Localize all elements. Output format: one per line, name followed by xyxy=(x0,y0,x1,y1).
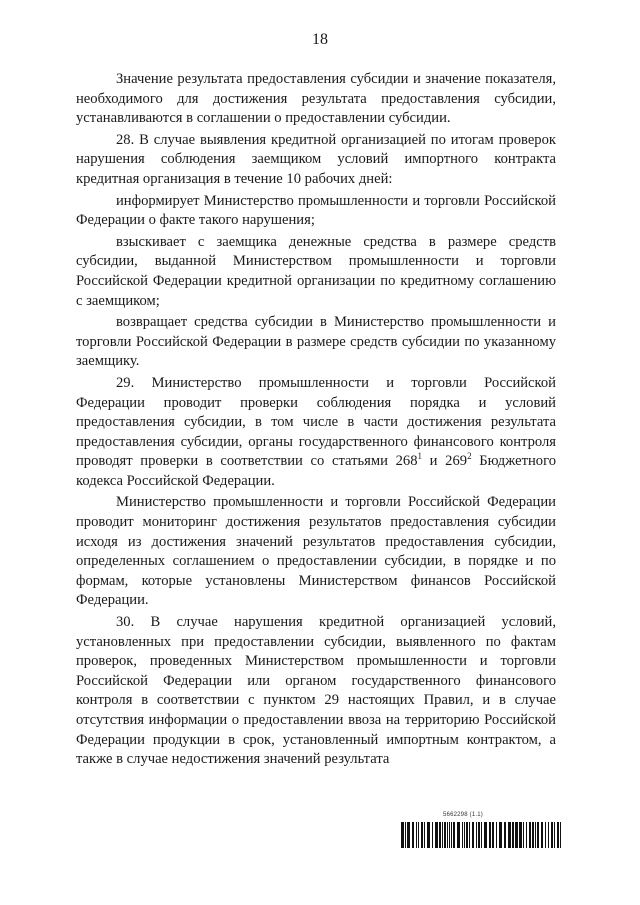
barcode-bar xyxy=(405,822,406,848)
barcode-bar xyxy=(418,822,419,848)
barcode-bar xyxy=(541,822,543,848)
barcode-bar xyxy=(466,822,468,848)
paragraph-29-text-end: Бюджетного кодекса Российской Федерации. xyxy=(76,453,556,489)
barcode-bar xyxy=(476,822,477,848)
paragraph-28-informs: информирует Министерство промышленности и торговли Российской Федерации о факте такого нарушения; xyxy=(76,192,556,229)
barcode-bar xyxy=(457,822,460,848)
paragraph-29-text-start: 29. Министерство промышленности и торговли Российской Федерации проводит проверки соблюдения порядка и условий предоставления субсидии, в том числе в части достижения результата предоставления субсидии, органы государственного финансового контроля проводят проверки в соответствии со статьями 268 xyxy=(76,374,556,470)
barcode-bar xyxy=(504,822,506,848)
document-code: 5662298 (1.1) xyxy=(443,812,483,818)
barcode-bar xyxy=(462,822,463,848)
barcode-bar xyxy=(444,822,446,848)
barcode-bar xyxy=(435,822,438,848)
barcode-bar xyxy=(449,822,450,848)
barcode-bar xyxy=(512,822,514,848)
barcode-bar xyxy=(478,822,480,848)
barcode xyxy=(401,822,561,848)
barcode-bar xyxy=(489,822,491,848)
barcode-bar xyxy=(492,822,494,848)
barcode-bar xyxy=(453,822,455,848)
barcode-bar xyxy=(484,822,487,848)
barcode-bar xyxy=(508,822,511,848)
barcode-bar xyxy=(515,822,518,848)
paragraph-29-text-middle: и 269 xyxy=(422,453,468,470)
paragraph-29-monitoring: Министерство промышленности и торговли Российской Федерации проводит мониторинг достижения результатов предоставления субсидии исходя из достижения значений результатов предоставления субсидии, определенных соглашением о предоставлении субсидии, в порядке и по формам, которые установлены Министерством финансов Российской Федерации. xyxy=(76,494,556,609)
barcode-bar xyxy=(557,822,559,848)
barcode-bar xyxy=(432,822,433,848)
superscript-article-269: 2 xyxy=(467,451,472,462)
barcode-bar xyxy=(464,822,465,848)
barcode-bar xyxy=(496,822,497,848)
paragraph-28-recovers: взыскивает с заемщика денежные средства в размере средств субсидии, выданной Министерством промышленности и торговли Российской Федерации кредитной организации по кредитному соглашению с заемщиком; xyxy=(76,233,556,309)
barcode-bar xyxy=(523,822,524,848)
paragraph-28: 28. В случае выявления кредитной организацией по итогам проверок нарушения соблюдения заемщиком условий импортного контракта кредитная организация в течение 10 рабочих дней: xyxy=(76,131,556,187)
paragraph-result-value: Значение результата предоставления субсидии и значение показателя, необходимого для достижения результата предоставления субсидии, устанавливаются в соглашении о предоставлении субсидии. xyxy=(76,71,556,127)
barcode-bar xyxy=(526,822,527,848)
barcode-bar xyxy=(545,822,546,848)
paragraph-29 xyxy=(76,374,556,492)
barcode-bar xyxy=(535,822,536,848)
barcode-bar xyxy=(560,822,561,848)
barcode-bar xyxy=(442,822,443,848)
barcode-bar xyxy=(447,822,448,848)
barcode-bar xyxy=(537,822,539,848)
page-number: 18 xyxy=(312,31,328,48)
barcode-bar xyxy=(416,822,417,848)
barcode-bar xyxy=(529,822,531,848)
barcode-bar xyxy=(427,822,430,848)
barcode-bar xyxy=(519,822,522,848)
document-body xyxy=(76,70,556,772)
barcode-bar xyxy=(551,822,553,848)
barcode-bar xyxy=(499,822,502,848)
barcode-bar xyxy=(407,822,410,848)
barcode-bar xyxy=(548,822,549,848)
paragraph-30: 30. В случае нарушения кредитной организацией условий, установленных при предоставлении субсидии, выявленного по фактам проверок, проведенных Министерством промышленности и торговли Российской Федерации или органом государственного финансового контроля в соответствии с пунктом 29 настоящих Правил, и в случае отсутствия информации о предоставлении ввоза на территорию Российской Федерации продукции в срок, установленный импортным контрактом, а также в случае недостижения значений результата xyxy=(76,614,556,768)
barcode-bar xyxy=(472,822,474,848)
barcode-bar xyxy=(554,822,555,848)
barcode-bar xyxy=(424,822,425,848)
paragraph-28-returns: возвращает средства субсидии в Министерство промышленности и торговли Российской Федерации в размере средств субсидии по указанному заемщику. xyxy=(76,314,556,370)
barcode-bar xyxy=(481,822,482,848)
barcode-bar xyxy=(421,822,423,848)
superscript-article-268: 1 xyxy=(417,451,422,462)
barcode-bar xyxy=(439,822,441,848)
barcode-bar xyxy=(532,822,534,848)
barcode-bar xyxy=(469,822,470,848)
barcode-bar xyxy=(412,822,414,848)
barcode-bar xyxy=(401,822,404,848)
barcode-bar xyxy=(451,822,452,848)
